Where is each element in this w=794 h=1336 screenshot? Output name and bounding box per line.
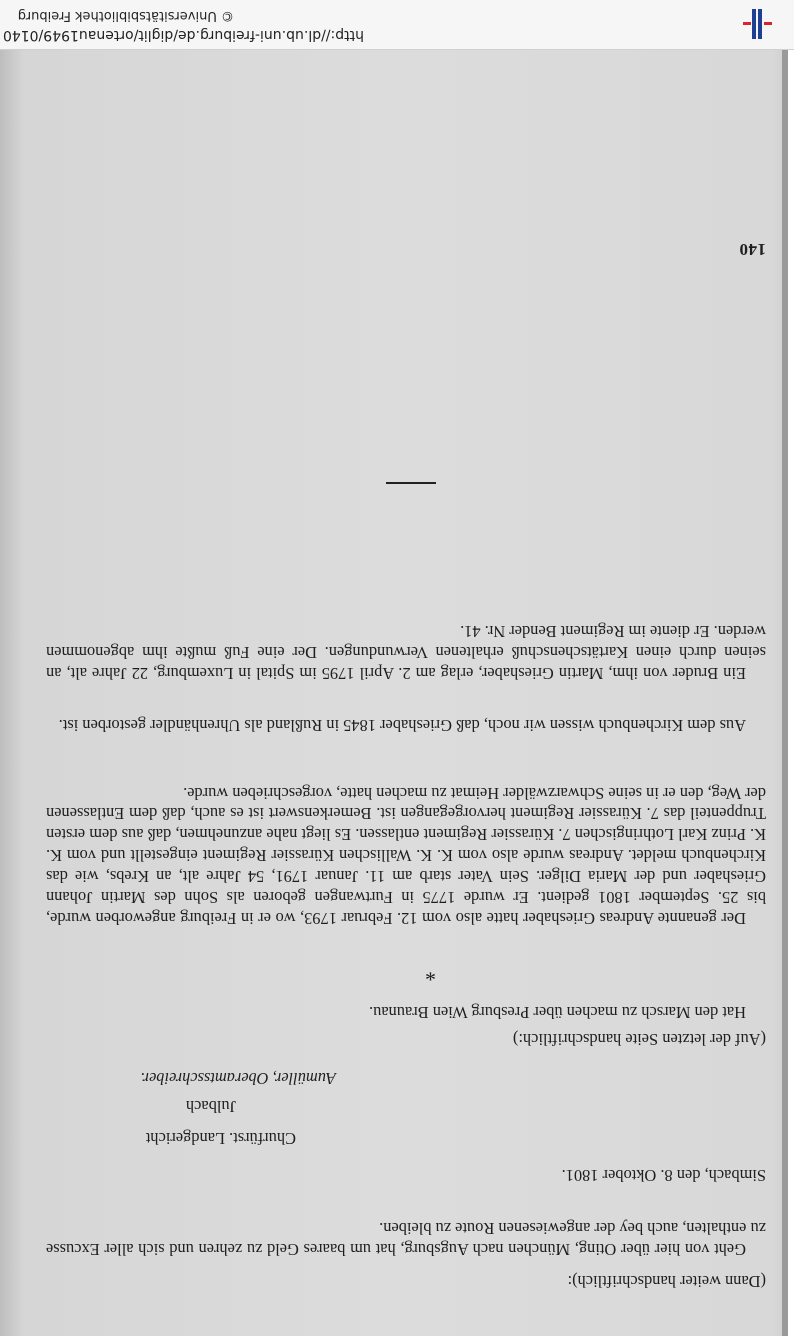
scanned-page [0, 50, 788, 1336]
note-handwritten-1: (Dann weiter handschriftlich): [567, 1272, 766, 1291]
paragraph-bruder: Ein Bruder von ihm, Martin Grieshaber, erlag am 2. April 1795 im Spital in Luxemburg, 22 Jahre alt, an seinen durch einen Kartätschenschuß erhaltenen Verwundungen. Der eine Fuß mußte ihm abgenommen werden. Er diente im Regiment Bender Nr. 41. [46, 622, 766, 683]
authority: Churfürst. Landgericht [145, 1129, 296, 1148]
paragraph-kirchenbuch: Aus dem Kirchenbuch wissen wir noch, daß Grieshaber 1845 in Rußland als Uhrenhändler gestorben ist. [58, 716, 746, 735]
paragraph-route: Geht von hier über Oting, München nach Augsburg, hat um baares Geld zu zehren und sich aller Excusse zu enthalten, auch bey der angewiesenen Route zu bleiben. [46, 1219, 766, 1259]
page-number: 140 [739, 240, 766, 259]
end-rule [386, 482, 436, 484]
scan-edge [782, 50, 788, 1336]
place-date: Simbach, den 8. Oktober 1801. [561, 1166, 766, 1185]
note-handwritten-2: (Auf der letzten Seite handschriftlich:) [512, 1030, 766, 1049]
march-route: Hat den Marsch zu machen über Presburg Wien Braunau. [369, 1003, 746, 1022]
section-star: * [425, 961, 436, 986]
signature-name: Aumüller, Oberamtsschreiber. [140, 1069, 336, 1088]
source-url[interactable]: http://dl.ub.uni-freiburg.de/diglit/ortenau1949/0140 [2, 27, 364, 43]
footer-bar [0, 0, 794, 50]
copyright-text: © Universitätsbibliothek Freiburg [17, 8, 234, 23]
authority-place: Julbach [185, 1097, 236, 1116]
paragraph-grieshaber: Der genannte Andreas Grieshaber hatte also vom 12. Februar 1793, wo er in Freiburg angeworben wurde, bis 25. September 1801 gedient. Er wurde 1775 in Furtwangen geboren als Sohn des Martin Johann Grieshaber und der Maria Dilger. Sein Vater starb am 11. Januar 1791, 54 Jahre alt, an Krebs, wie das Kirchenbuch meldet. Andreas wurde also vom K. K. Wallischen Kürassier Regiment eingestellt und vom K. K. Prinz Karl Lothringischen 7. Kürassier Regiment entlassen. Es liegt nahe anzunehmen, daß aus dem ersten Truppenteil das 7. Kürassier Regiment hervorgegangen ist. Bemerkenswert ist es auch, daß dem Entlassenen der Weg, den er in seine Schwarzwälder Heimat zu machen hatte, vorgeschrieben wurde. [46, 783, 766, 928]
ub-freiburg-logo-icon [734, 7, 782, 41]
